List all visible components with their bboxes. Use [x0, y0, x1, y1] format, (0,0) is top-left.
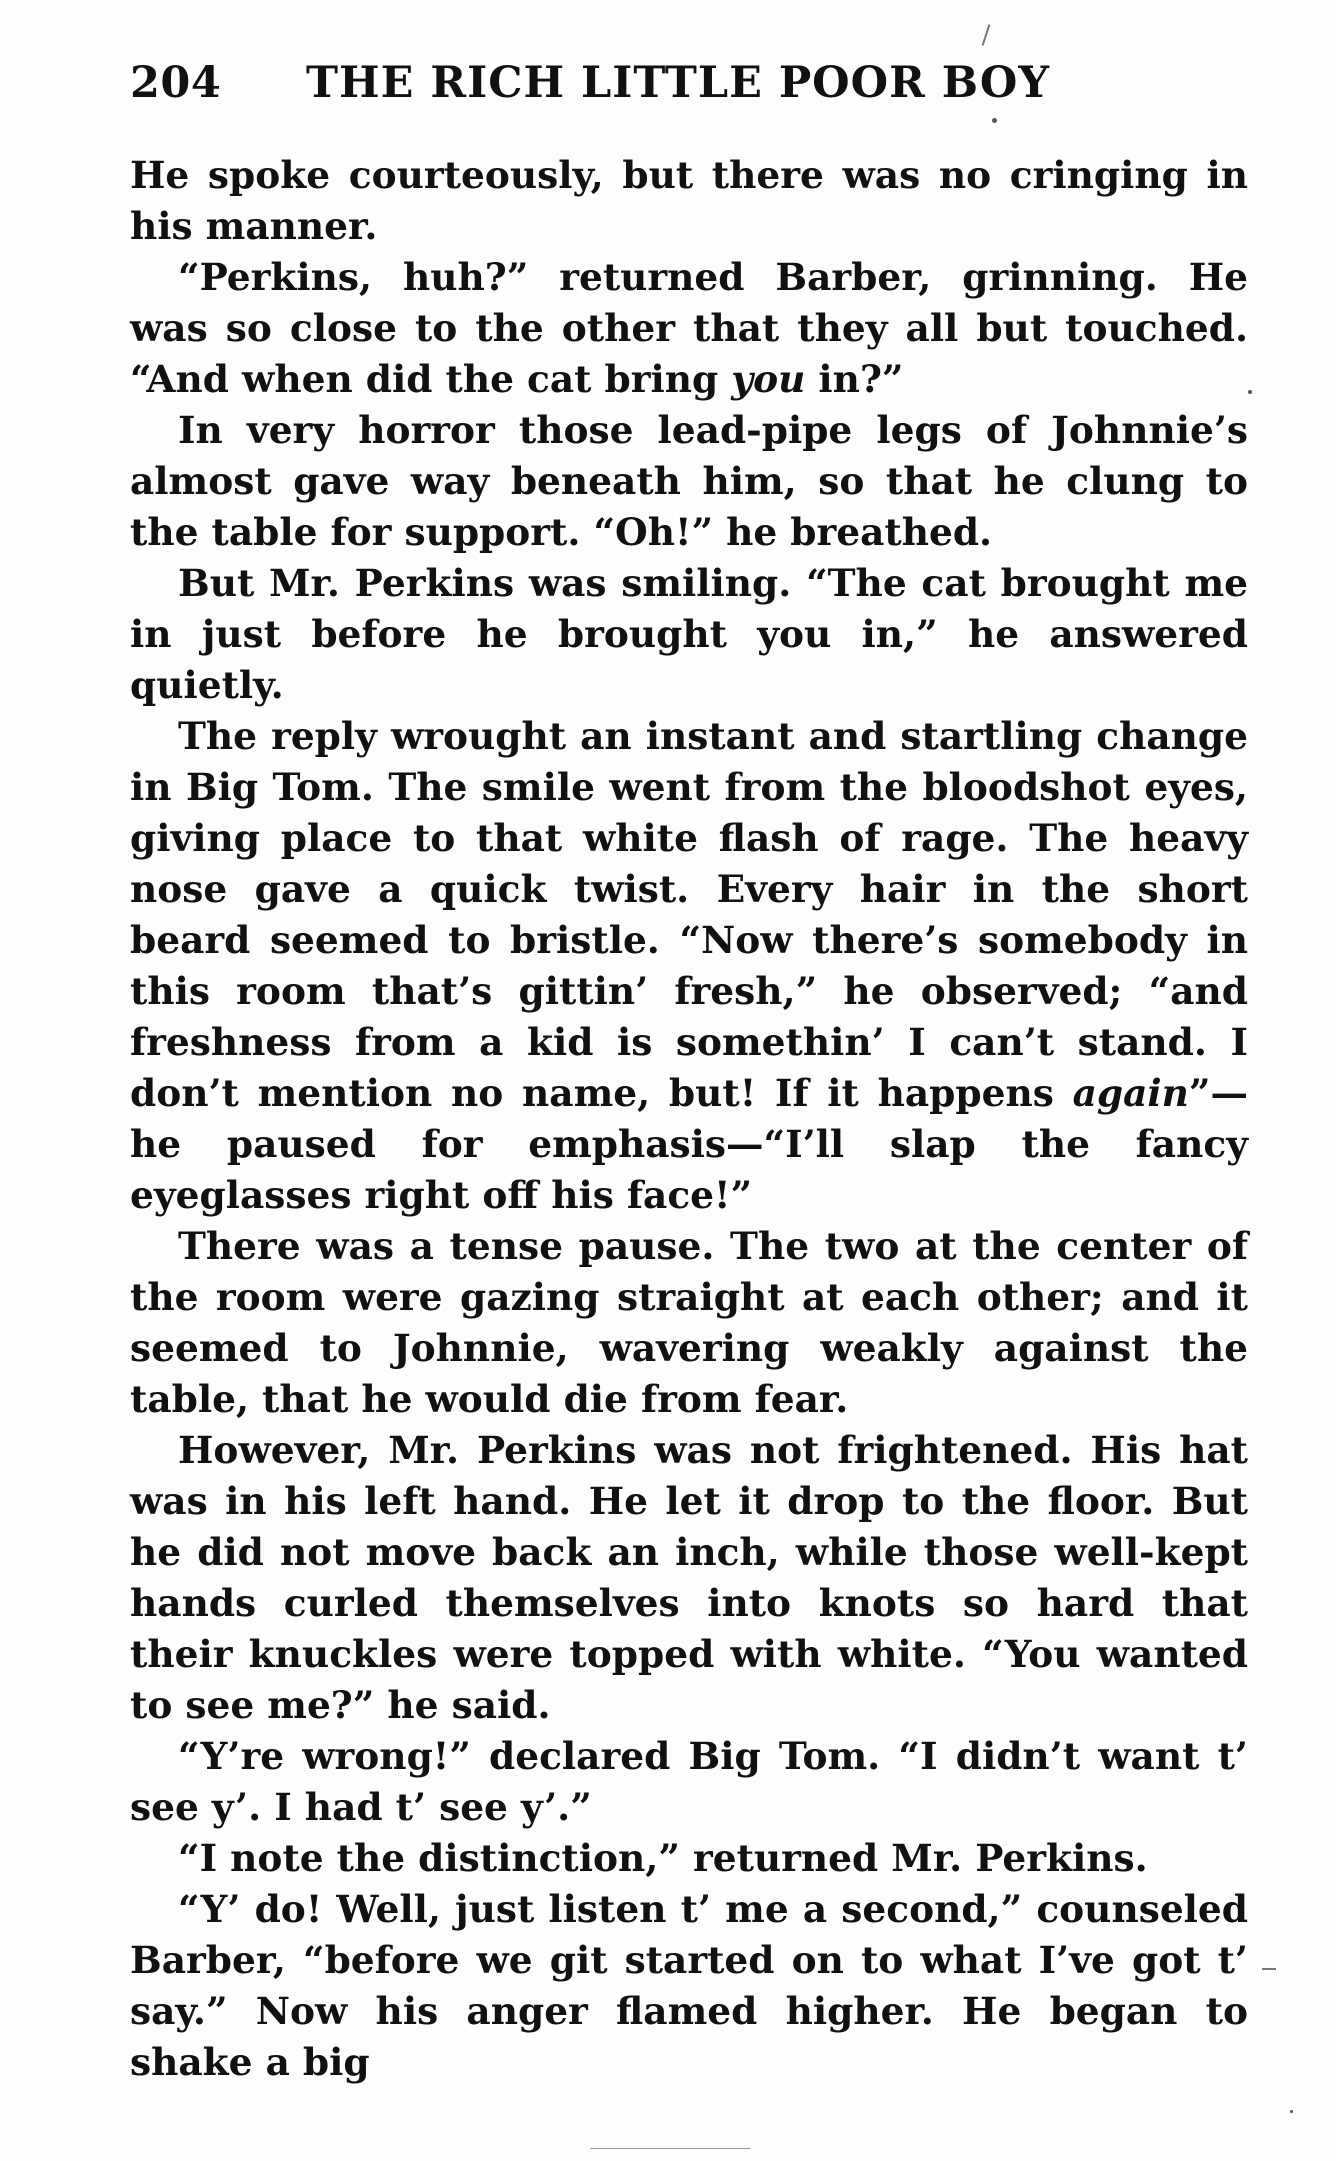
text-run: in?” [805, 357, 904, 401]
page-header [130, 58, 1250, 118]
text-run: “Y’ do! Well, just listen t’ me a second,” counseled Barber, “before we git started on to what I’ve got t’ say.” Now his anger flamed higher. He began to shake a big [130, 1887, 1248, 2084]
italic-text-run: you [731, 357, 806, 401]
paragraph-2 [130, 252, 1248, 405]
text-run: ”—he paused for emphasis—“I’ll slap the fancy eyeglasses right off his face!” [130, 1071, 1248, 1217]
text-run: But Mr. Perkins was smiling. “The cat brought me in just before he brought you in,” he answered quietly. [130, 561, 1248, 707]
body-text [130, 150, 1248, 2088]
text-run: He spoke courteously, but there was no cringing in his manner. [130, 153, 1248, 248]
text-run: However, Mr. Perkins was not frightened. His hat was in his left hand. He let it drop to the floor. But he did not move back an inch, while those well-kept hands curled themselves into knots so hard that their knuckles were topped with white. “You wanted to see me?” he said. [130, 1428, 1248, 1727]
paragraph-1 [130, 150, 1248, 252]
running-title: THE RICH LITTLE POOR BOY [306, 58, 1051, 108]
text-run: “Y’re wrong!” declared Big Tom. “I didn’t want t’ see y’. I had t’ see y’.” [130, 1734, 1248, 1829]
scan-mark [590, 2148, 750, 2149]
text-run: The reply wrought an instant and startling change in Big Tom. The smile went from the bloodshot eyes, giving place to that white flash of rage. The heavy nose gave a quick twist. Every hair in the short beard seemed to bristle. “Now there’s somebody in this room that’s gittin’ fresh,” he observed; “and freshness from a kid is somethin’ I can’t stand. I don’t mention no name, but! If it happens [130, 714, 1248, 1115]
page-number: 204 [130, 58, 222, 108]
paragraph-9 [130, 1833, 1248, 1884]
text-run: “I note the distinction,” returned Mr. Perkins. [178, 1836, 1148, 1880]
scan-mark [982, 24, 991, 46]
italic-text-run: again [1072, 1071, 1189, 1115]
scan-speck [1248, 390, 1252, 394]
paragraph-8 [130, 1731, 1248, 1833]
text-run: There was a tense pause. The two at the center of the room were gazing straight at each other; and it seemed to Johnnie, wavering weakly against the table, that he would die from fear. [130, 1224, 1248, 1421]
scan-speck [992, 118, 997, 123]
paragraph-10 [130, 1884, 1248, 2088]
paragraph-5 [130, 711, 1248, 1221]
text-run: “Perkins, huh?” returned Barber, grinning. He was so close to the other that they all but touched. “And when did the cat bring [130, 255, 1248, 401]
paragraph-6 [130, 1221, 1248, 1425]
scan-mark [1262, 1968, 1276, 1970]
text-run: In very horror those lead-pipe legs of Johnnie’s almost gave way beneath him, so that he clung to the table for support. “Oh!” he breathed. [130, 408, 1248, 554]
paragraph-4 [130, 558, 1248, 711]
scan-speck [1290, 2110, 1293, 2113]
paragraph-7 [130, 1425, 1248, 1731]
paragraph-3 [130, 405, 1248, 558]
